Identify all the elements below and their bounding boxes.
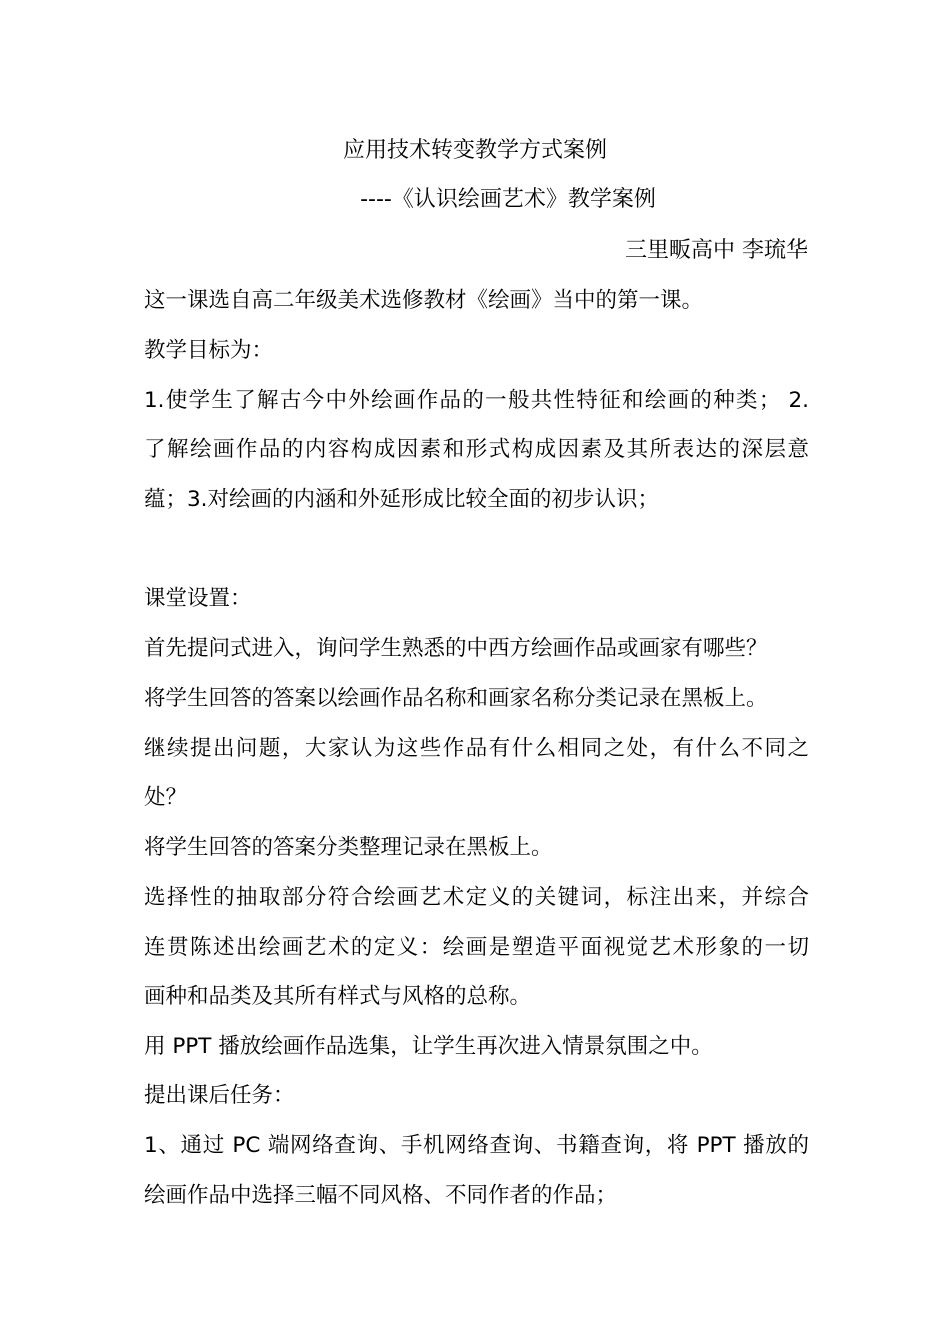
document-subtitle: ----《认识绘画艺术》教学案例	[360, 187, 656, 212]
classroom-line: 连贯陈述出绘画艺术的定义：绘画是塑造平面视觉艺术形象的一切	[144, 935, 809, 960]
task-heading: 提出课后任务：	[144, 1083, 295, 1108]
task-line: 绘画作品中选择三幅不同风格、不同作者的作品；	[144, 1183, 618, 1208]
classroom-line: 处？	[144, 785, 188, 810]
classroom-line: 用 PPT 播放绘画作品选集，让学生再次进入情景氛围之中。	[144, 1034, 713, 1059]
classroom-line: 将学生回答的答案分类整理记录在黑板上。	[144, 835, 553, 860]
objectives-line: 了解绘画作品的内容构成因素和形式构成因素及其所表达的深层意	[144, 437, 809, 462]
task-line: 1、通过 PC 端网络查询、手机网络查询、书籍查询，将 PPT 播放的	[144, 1133, 809, 1158]
classroom-line: 首先提问式进入，询问学生熟悉的中西方绘画作品或画家有哪些？	[144, 636, 768, 661]
objectives-line: 1.使学生了解古今中外绘画作品的一般共性特征和绘画的种类； 2.	[144, 388, 809, 413]
objectives-heading: 教学目标为：	[144, 338, 274, 363]
document-title: 应用技术转变教学方式案例	[342, 138, 607, 163]
intro-paragraph: 这一课选自高二年级美术选修教材《绘画》当中的第一课。	[144, 288, 704, 313]
classroom-line: 将学生回答的答案以绘画作品名称和画家名称分类记录在黑板上。	[144, 686, 768, 711]
classroom-heading: 课堂设置：	[144, 586, 252, 611]
author-line: 三里畈高中 李琉华	[625, 238, 808, 263]
classroom-line: 选择性的抽取部分符合绘画艺术定义的关键词，标注出来，并综合	[144, 885, 809, 910]
classroom-line: 画种和品类及其所有样式与风格的总称。	[144, 984, 532, 1009]
objectives-line: 蕴；3.对绘画的内涵和外延形成比较全面的初步认识；	[144, 487, 660, 512]
classroom-line: 继续提出问题，大家认为这些作品有什么相同之处，有什么不同之	[144, 736, 809, 761]
